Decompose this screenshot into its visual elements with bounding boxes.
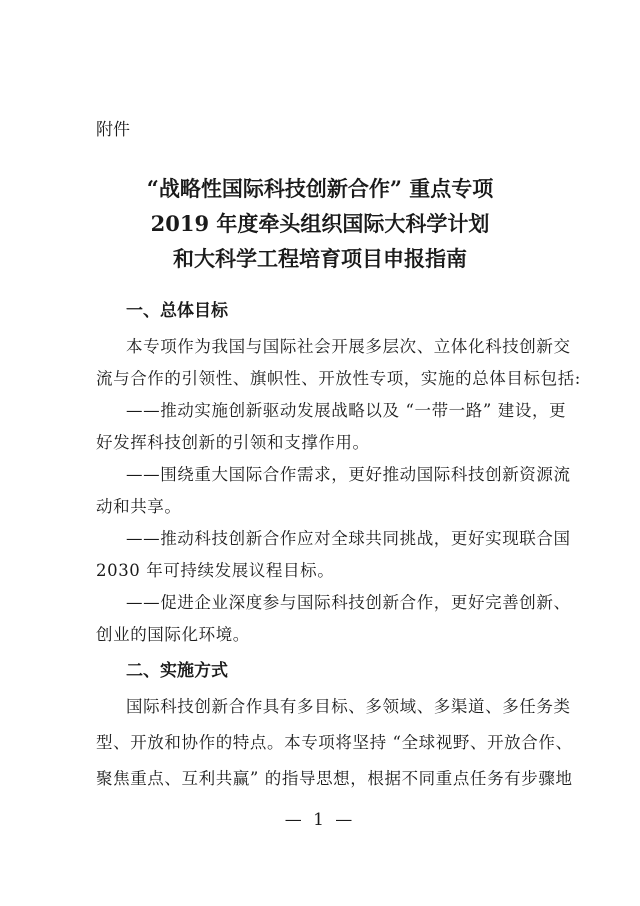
body-line: 国际科技创新合作具有多目标、多领域、多渠道、多任务类 <box>126 697 571 716</box>
body-line: 好发挥科技创新的引领和支撑作用。 <box>96 433 370 452</box>
attachment-label: 附件 <box>96 120 130 140</box>
body-line: 动和共享。 <box>96 497 182 516</box>
body-line: 型、开放和协作的特点。本专项将坚持 “全球视野、开放合作、 <box>96 733 573 752</box>
title-line-1: “战略性国际科技创新合作” 重点专项 <box>146 176 494 201</box>
body-line: 2030 年可持续发展议程目标。 <box>96 561 335 580</box>
section-heading-implementation: 二、实施方式 <box>126 661 228 681</box>
body-line: ——推动实施创新驱动发展战略以及 “一带一路” 建设，更 <box>126 401 567 420</box>
title-line-3: 和大科学工程培育项目申报指南 <box>173 246 467 271</box>
body-line: 流与合作的引领性、旗帜性、开放性专项，实施的总体目标包括: <box>96 369 581 388</box>
body-line: 本专项作为我国与国际社会开展多层次、立体化科技创新交 <box>126 337 571 356</box>
section-heading-goals: 一、总体目标 <box>126 301 228 321</box>
page-number: — 1 — <box>284 810 356 830</box>
body-line: ——围绕重大国际合作需求，更好推动国际科技创新资源流 <box>126 465 571 484</box>
body-line: 创业的国际化环境。 <box>96 625 250 644</box>
title-line-2: 2019 年度牵头组织国际大科学计划 <box>150 211 490 236</box>
body-line: ——推动科技创新合作应对全球共同挑战，更好实现联合国 <box>126 529 571 548</box>
body-line: 聚焦重点、互利共赢” 的指导思想，根据不同重点任务有步骤地 <box>96 769 573 788</box>
body-line: ——促进企业深度参与国际科技创新合作，更好完善创新、 <box>126 593 571 612</box>
